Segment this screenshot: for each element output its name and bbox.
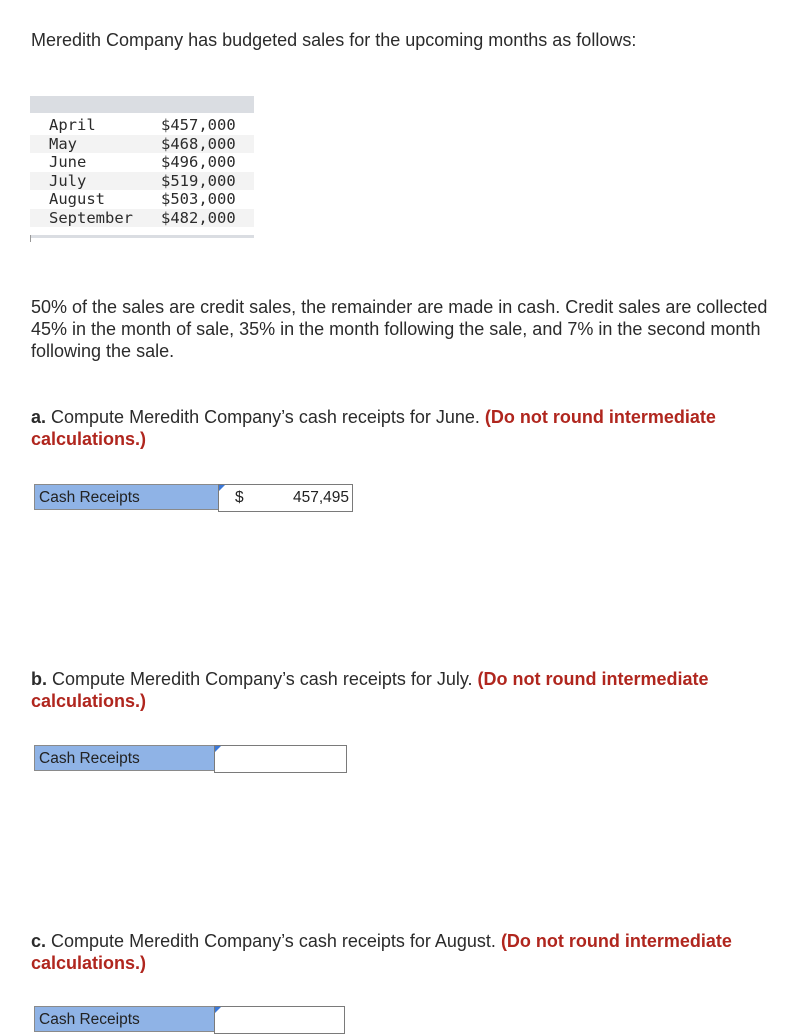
- cash-receipts-input-b[interactable]: [214, 745, 347, 773]
- answer-row-b: [34, 745, 347, 773]
- question-c: [31, 930, 786, 974]
- question-letter: a.: [31, 407, 47, 427]
- intro-text: Meredith Company has budgeted sales for the upcoming months as follows:: [31, 30, 637, 50]
- table-rows: [30, 116, 254, 227]
- question-letter: b.: [31, 669, 47, 689]
- answer-label: Cash Receipts: [34, 745, 215, 771]
- question-text: Compute Meredith Company’s cash receipts for June.: [51, 407, 480, 427]
- amount-cell: $519,000: [161, 171, 236, 190]
- amount-cell: $496,000: [161, 153, 236, 171]
- question-letter: c.: [31, 931, 47, 951]
- collection-policy-text: 50% of the sales are credit sales, the remainder are made in cash. Credit sales are collected 45% in the month of sale, 35% in the month following the sale, and 7% in the second month following the sale.: [31, 297, 768, 361]
- table-row: [30, 190, 254, 209]
- amount-cell: $503,000: [161, 190, 236, 208]
- amount-cell: $457,000: [161, 116, 236, 134]
- amount-cell: $482,000: [161, 208, 236, 227]
- table-corner-tick: [30, 235, 31, 242]
- amount-cell: $468,000: [161, 134, 236, 153]
- answer-label: Cash Receipts: [34, 484, 219, 510]
- question-text: Compute Meredith Company’s cash receipts for August.: [51, 931, 496, 951]
- question-note: (Do not round intermediate calculations.): [31, 407, 716, 449]
- answer-row-a: [34, 484, 353, 512]
- question-note: (Do not round intermediate calculations.): [31, 931, 732, 973]
- table-row: [30, 209, 254, 228]
- table-row: [30, 153, 254, 172]
- month-cell: June: [49, 153, 87, 171]
- table-row: [30, 116, 254, 135]
- answer-label: Cash Receipts: [34, 1006, 215, 1032]
- input-flag-icon: [215, 746, 221, 752]
- table-footer-bar: [30, 235, 254, 238]
- input-flag-icon: [215, 1007, 221, 1013]
- cash-receipts-input-a[interactable]: [218, 484, 353, 512]
- input-flag-icon: [219, 485, 225, 491]
- month-cell: April: [49, 116, 96, 134]
- question-text: Compute Meredith Company’s cash receipts for July.: [52, 669, 473, 689]
- answer-row-c: [34, 1006, 345, 1034]
- answer-value: 457,495: [292, 489, 349, 506]
- table-row: [30, 172, 254, 191]
- currency-symbol: $: [235, 489, 244, 506]
- question-note: (Do not round intermediate calculations.): [31, 669, 709, 711]
- question-b: [31, 668, 786, 712]
- month-cell: September: [49, 208, 133, 227]
- table-row: [30, 135, 254, 154]
- budgeted-sales-table: [30, 96, 254, 242]
- cash-receipts-input-c[interactable]: [214, 1006, 345, 1034]
- table-header-bar: [30, 96, 254, 113]
- question-a: [31, 406, 786, 450]
- month-cell: May: [49, 134, 77, 153]
- month-cell: July: [49, 171, 87, 190]
- month-cell: August: [49, 190, 105, 208]
